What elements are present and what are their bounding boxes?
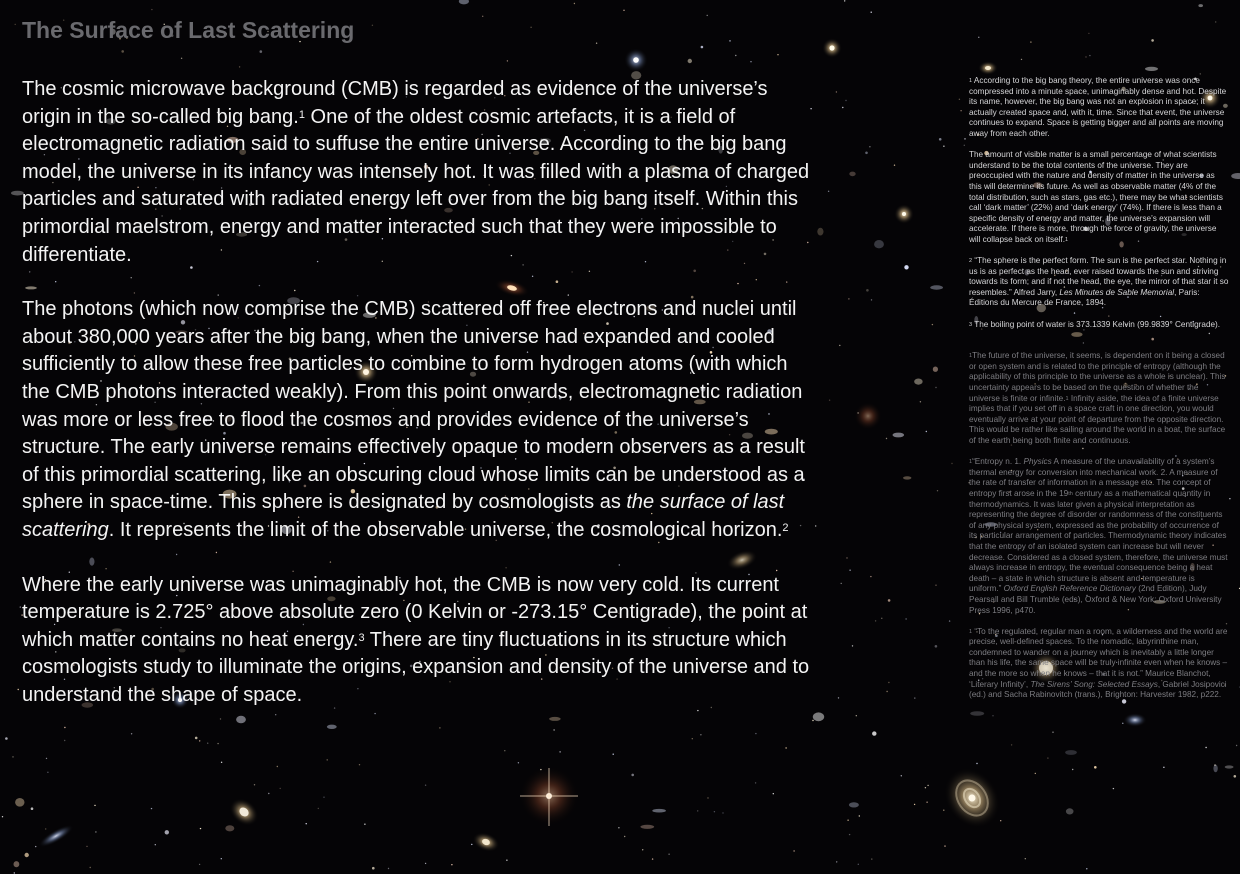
body-text: The cosmic microwave background (CMB) is regarded as evidence of the universe’s origin in the so-called big bang. bbox=[22, 78, 768, 128]
footnote-number: 2 bbox=[969, 258, 973, 265]
main-body bbox=[22, 76, 812, 736]
footnote-number: 1 bbox=[969, 78, 973, 84]
footnote-text: A measure of the unavailability of a system’s thermal energy for conversion into mechanical work. 2. A measure of the rate of transfer of information in a message etc. The concept of entropy first arose in the 19 bbox=[969, 457, 1218, 498]
footnote-text: “The sphere is the perfect form. The sun is the perfect star. Nothing in us is as perfect as the head, ever raised towards the sun and striving towards its form; and if not the head, the eye, the mirror of that star it so resembles.” Alfred Jarry, bbox=[969, 256, 1229, 297]
footnote-ref: 3 bbox=[358, 631, 365, 644]
footnote-ref: 2 bbox=[782, 521, 789, 534]
footnote-ref: 1 bbox=[298, 108, 305, 121]
body-text: There are tiny fluctuations in its structure which cosmologists study to illuminate the origins, expansion and density of the universe and to understand the shape of space. bbox=[22, 628, 810, 706]
body-paragraph-2 bbox=[22, 296, 812, 544]
body-text: Where the early universe was unimaginably hot, the CMB is now very cold. Its current temperature is 2.725° above absolute zero (0 Kelvin or -273.15° Centigrade), the point at which matter contains no heat energy. bbox=[22, 573, 808, 651]
body-paragraph-3 bbox=[22, 572, 812, 710]
footnote-2 bbox=[969, 256, 1229, 309]
footnote-3 bbox=[969, 320, 1229, 331]
footnote-number: 1 bbox=[1065, 236, 1069, 243]
page-title: The Surface of Last Scattering bbox=[22, 17, 355, 43]
footnote-text: , Paris: Éditions du Mercure de France, 1894. bbox=[969, 287, 1200, 308]
footnote-text: The boiling point of water is 373.1339 Kelvin (99.9839° Centigrade). bbox=[972, 319, 1221, 329]
footnote-number: 3 bbox=[969, 321, 973, 328]
footnote-6 bbox=[969, 627, 1229, 701]
footnote-text: Infinity aside, the idea of a finite universe implies that if you set off in a space craft in one direction, you would eventually arrive at your point of departure from the opposite direction. This would be rather like sailing around the world in a boat, the surface of the earth being both finite and continuous. bbox=[969, 393, 1226, 445]
footnote-text: According to the big bang theory, the entire universe was once compressed into a minute space, unimaginably dense and hot. Despite its name, however, the big bang was not an explosion in space; it actually created space and, with it, time. Since that event, the universe continues to expand. Space is getting bigger and all points are moving away from each other. bbox=[969, 76, 1227, 138]
body-paragraph-1 bbox=[22, 76, 812, 269]
footnote-1 bbox=[969, 76, 1229, 140]
footnote-text: , Gabriel Josipovici (ed.) and Sacha Rabinovitch (trans.), Brighton: Harvester 1982, p222. bbox=[969, 679, 1227, 700]
footnote-superscript: th bbox=[1068, 490, 1073, 497]
body-text: . It represents the limit of the observable universe, the cosmological horizon. bbox=[108, 518, 783, 541]
emphasis-text: the surface of last scattering bbox=[22, 491, 785, 541]
footnote-4 bbox=[969, 351, 1229, 446]
footnote-number: 1 bbox=[1065, 395, 1069, 402]
footnote-number: 1 bbox=[969, 353, 973, 360]
footnote-emphasis: The Sirens’ Song: Selected Essays bbox=[1030, 679, 1158, 689]
footnote-text: “To the regulated, regular man a room, a wilderness and the world are precise, well-defined spaces. To the nomadic, labyrinthine man, condemned to wander on a journey which is inevitably a little longer than his life, the same space will be truly infinite even when he knows – and the more so when he knows – that it is not.” Maurice Blanchot, ‘Literary Infinity’, bbox=[969, 626, 1228, 689]
footnotes-column bbox=[969, 76, 1229, 711]
footnote-number: 1 bbox=[969, 628, 973, 635]
footnote-emphasis: Oxford English Reference Dictionary bbox=[1003, 584, 1137, 594]
body-text: The photons (which now comprise the CMB) scattered off free electrons and nuclei until about 380,000 years after the big bang, when the universe had expanded and cooled sufficiently to allow these free particles to combine to form hydrogen atoms (with which the CMB photons interacted weakly). From this point onwards, electromagnetic radiation was more or less free to flood the cosmos and provides evidence of the universe’s structure. The early universe remains effectively opaque to modern observers as a result of this primordial scattering, like an obscuring cloud whose limits can be understood as a sphere in space-time. This sphere is designated by cosmologists as bbox=[22, 298, 805, 514]
footnote-text: The future of the universe, it seems, is dependent on it being a closed or open system and is related to the principle of entropy (although the applicability of this principle to the universe as a whole is unclear). This uncertainty appears to be based on the question of whether the universe is finite or infinite. bbox=[969, 351, 1226, 403]
footnote-1b bbox=[969, 150, 1229, 245]
footnote-number: 1 bbox=[969, 459, 973, 466]
footnote-5 bbox=[969, 457, 1229, 616]
footnote-text: “Entropy n. 1. bbox=[972, 457, 1024, 467]
footnote-text: (2nd Edition), Judy Pearsall and Bill Trumble (eds), Oxford & New York: Oxford University Press 1996, p470. bbox=[969, 584, 1222, 615]
footnote-text: century as a mathematical quantity in thermodynamics. It was later given a physical interpretation as representing the degree of disorder or randomness of the constituents of any physical system, expressed as the probability of occurrence of its particular arrangement of particles. Thermodynamic theory indicates that the entropy of an isolated system can increase but will never decrease. Considered as a closed system, therefore, the universe must always increase in entropy, the eventual consequence being a heat death – a state in which structure is absent and temperature is uniform.” bbox=[969, 488, 1228, 594]
footnote-emphasis: Les Minutes de Sable Memorial bbox=[1059, 287, 1175, 297]
body-text: One of the oldest cosmic artefacts, it is a field of electromagnetic radiation said to suffuse the entire universe. According to the big bang model, the universe in its infancy was intensely hot. It was filled with a plasma of charged particles and saturated with radiated energy left over from the big bang itself. Within this primordial maelstrom, energy and matter interacted such that they were impossible to differentiate. bbox=[22, 105, 810, 266]
footnote-text: The amount of visible matter is a small percentage of what scientists understand to be the total contents of the universe. They are preoccupied with the nature and density of matter in the universe as this will determine its future. As well as observable matter (4% of the total distribution, such as stars, gas etc.), there may be what scientists call ‘dark matter’ (22%) and ‘dark energy’ (74%). If there is less than a specific density of energy and matter, the universe’s expansion will accelerate. If there is more, through the force of gravity, the universe will collapse back on itself. bbox=[969, 150, 1223, 244]
footnote-emphasis: Physics bbox=[1023, 457, 1052, 467]
